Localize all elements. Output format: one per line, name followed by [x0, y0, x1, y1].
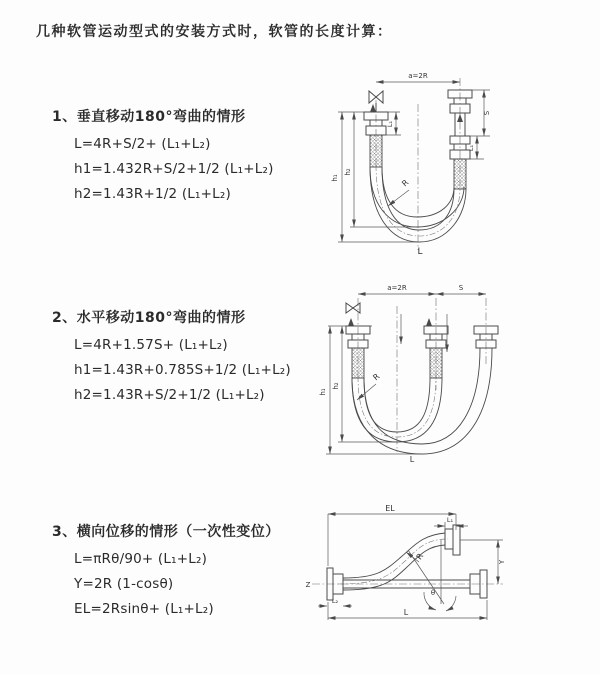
left-pipe-fitting: [328, 318, 372, 378]
section-3: [52, 523, 312, 625]
dim-label-el: EL: [385, 504, 395, 513]
section-1-heading: 1、垂直移动180°弯曲的情形: [52, 109, 246, 125]
dim-label-l1: L₁: [446, 516, 454, 524]
section-2-heading: 2、水平移动180°弯曲的情形: [52, 310, 246, 326]
section-3-formula-Y: Y=2R (1-cosθ): [74, 576, 174, 592]
dim-label-h2: h₂: [344, 168, 352, 176]
dim-y: [460, 540, 506, 584]
dim-label-l1: L₁: [386, 120, 394, 128]
dim-label-theta: θ: [430, 589, 436, 597]
dim-label-r: R: [371, 371, 382, 383]
dim-l: [328, 600, 487, 620]
page-title: 几种软管运动型式的安装方式时，软管的长度计算：: [36, 24, 393, 40]
dim-label-l: L: [409, 455, 415, 464]
up-arrow-icon: [370, 104, 376, 112]
section-2: [52, 309, 312, 411]
dim-l1: [434, 516, 468, 530]
braided-hose-section: [430, 348, 442, 378]
dim-a2r: [376, 72, 460, 82]
dim-label-h2: h₂: [332, 382, 340, 390]
dim-h2: [332, 326, 398, 442]
diagram-vertical-bend: [308, 66, 598, 256]
dim-label-l1: L₁: [467, 144, 475, 152]
dim-label-h1: h₁: [331, 174, 339, 182]
middle-pipe-fitting: [401, 314, 448, 378]
valve-icon: [346, 303, 360, 313]
braided-hose-section: [352, 348, 364, 378]
dim-l2: [318, 597, 352, 606]
up-arrow-icon: [426, 318, 432, 326]
up-arrow-icon: [348, 318, 354, 326]
section-3-heading: 3、横向位移的情形（一次性变位）: [52, 524, 280, 540]
dim-label-h1: h₁: [319, 388, 327, 396]
dim-h2: [344, 112, 416, 227]
section-1-formula-h1: h1=1.432R+S/2+1/2 (L₁+L₂): [74, 161, 274, 177]
section-2-formula-h1: h1=1.43R+0.785S+1/2 (L₁+L₂): [74, 362, 291, 378]
dim-el: [328, 504, 456, 566]
braided-hose-section: [454, 159, 466, 189]
dim-label-l: L: [417, 247, 423, 256]
dim-label-l: L: [403, 608, 409, 617]
hose-loop: [352, 348, 492, 454]
section-2-formula-h2: h2=1.43R+S/2+1/2 (L₁+L₂): [74, 387, 265, 403]
section-2-formula-L: L=4R+1.57S+ (L₁+L₂): [74, 337, 228, 353]
dim-a2r: [358, 284, 436, 294]
section-1-formula-h2: h2=1.43R+1/2 (L₁+L₂): [74, 186, 231, 202]
dim-label-l2: L₂: [331, 597, 339, 605]
diagram-lateral-displacement: [298, 500, 598, 645]
section-1: [52, 108, 312, 210]
dim-l1-left: [384, 112, 401, 135]
centerline-label-z: Z: [305, 581, 311, 589]
up-arrow-icon: [457, 114, 463, 122]
dim-label-y: Y: [498, 559, 506, 565]
braided-hose-section: [370, 135, 382, 167]
diagram-horizontal-bend: [308, 280, 598, 465]
dim-l1-right: [467, 136, 477, 159]
dim-label-s: S: [458, 284, 464, 292]
left-pipe-fitting: [338, 104, 400, 167]
section-1-formula-L: L=4R+S/2+ (L₁+L₂): [74, 136, 211, 152]
angle-theta: [408, 540, 456, 611]
radius-callout: [388, 178, 411, 206]
dim-label-s: S: [483, 110, 491, 116]
dim-label-r: R: [414, 551, 426, 562]
dim-label-a2r: a=2R: [408, 72, 428, 80]
section-3-formula-L: L=πRθ/90+ (L₁+L₂): [74, 551, 208, 567]
dim-s: [436, 284, 486, 294]
dim-label-a2r: a=2R: [387, 284, 407, 292]
dim-label-r: R: [400, 177, 411, 189]
section-3-formula-EL: EL=2Rsinθ+ (L₁+L₂): [74, 601, 214, 617]
